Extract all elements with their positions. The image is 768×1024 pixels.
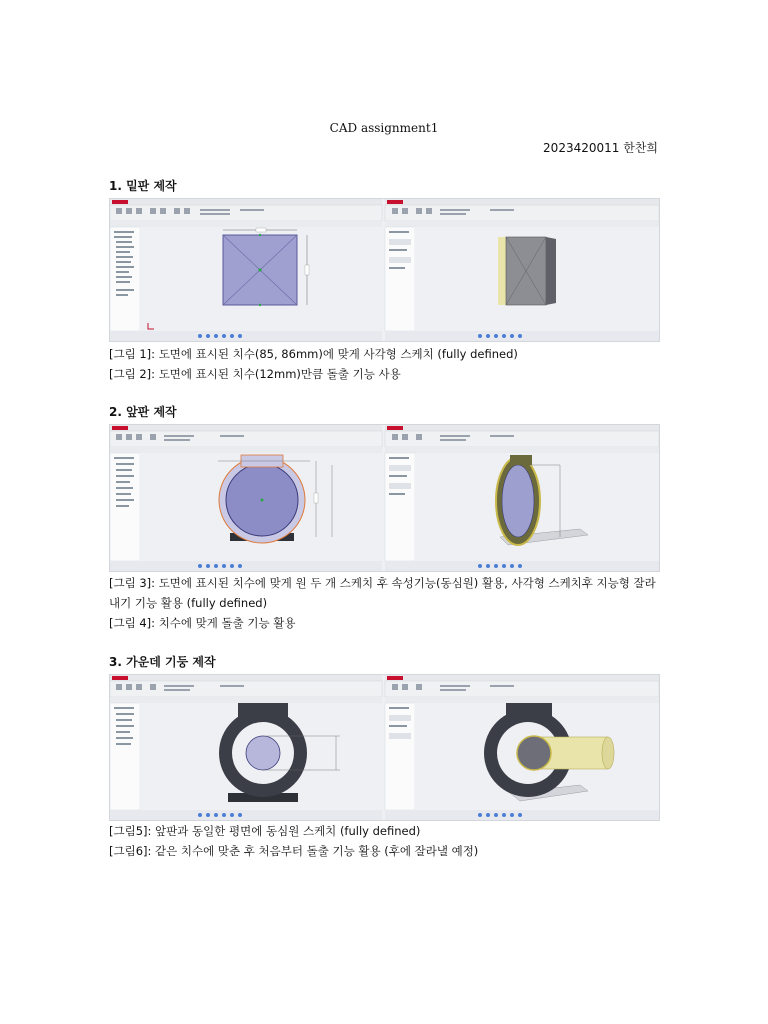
left-window: [110, 199, 382, 341]
document-title: CAD assignment1: [329, 121, 439, 135]
figure-1-2-screenshot: [109, 198, 660, 342]
figure-2-caption: [그림 2]: 도면에 표시된 치수(12mm)만큼 돌출 기능 사용: [109, 367, 401, 381]
figure-6-caption: [그림6]: 같은 치수에 맞춘 후 처음부터 돌출 기능 활용 (후에 잘라낼 예정): [109, 844, 479, 858]
section-heading: 1. 밑판 제작: [109, 179, 177, 193]
figure-5-caption: [그림5]: 앞판과 동일한 평면에 동심원 스케치 (fully defined): [109, 824, 421, 838]
section-heading: 3. 가운데 기둥 제작: [109, 655, 216, 669]
right-window: [385, 425, 659, 571]
figure-1-caption: [그림 1]: 도면에 표시된 치수(85, 86mm)에 맞게 사각형 스케치 (fully defined): [109, 347, 518, 361]
figure-5-6-screenshot: [109, 674, 660, 821]
author-line: 2023420011 한찬희: [543, 141, 658, 155]
left-window: [110, 675, 382, 820]
figure-4-caption: [그림 4]: 치수에 맞게 돌출 기능 활용: [109, 616, 296, 630]
solidworks-screenshot: [110, 425, 659, 571]
left-window: [110, 425, 382, 571]
figure-3-4-screenshot: [109, 424, 660, 572]
right-window: [385, 199, 659, 341]
figure-3-caption: [그림 3]: 도면에 표시된 치수에 맞게 원 두 개 스케치 후 속성기능(동심원) 활용, 사각형 스케치후 지능형 잘라내기 기능 활용 (fully defined): [109, 576, 656, 610]
section-heading: 2. 앞판 제작: [109, 405, 177, 419]
solidworks-screenshot: [110, 199, 659, 341]
right-window: [385, 675, 659, 820]
solidworks-screenshot: [110, 675, 659, 820]
